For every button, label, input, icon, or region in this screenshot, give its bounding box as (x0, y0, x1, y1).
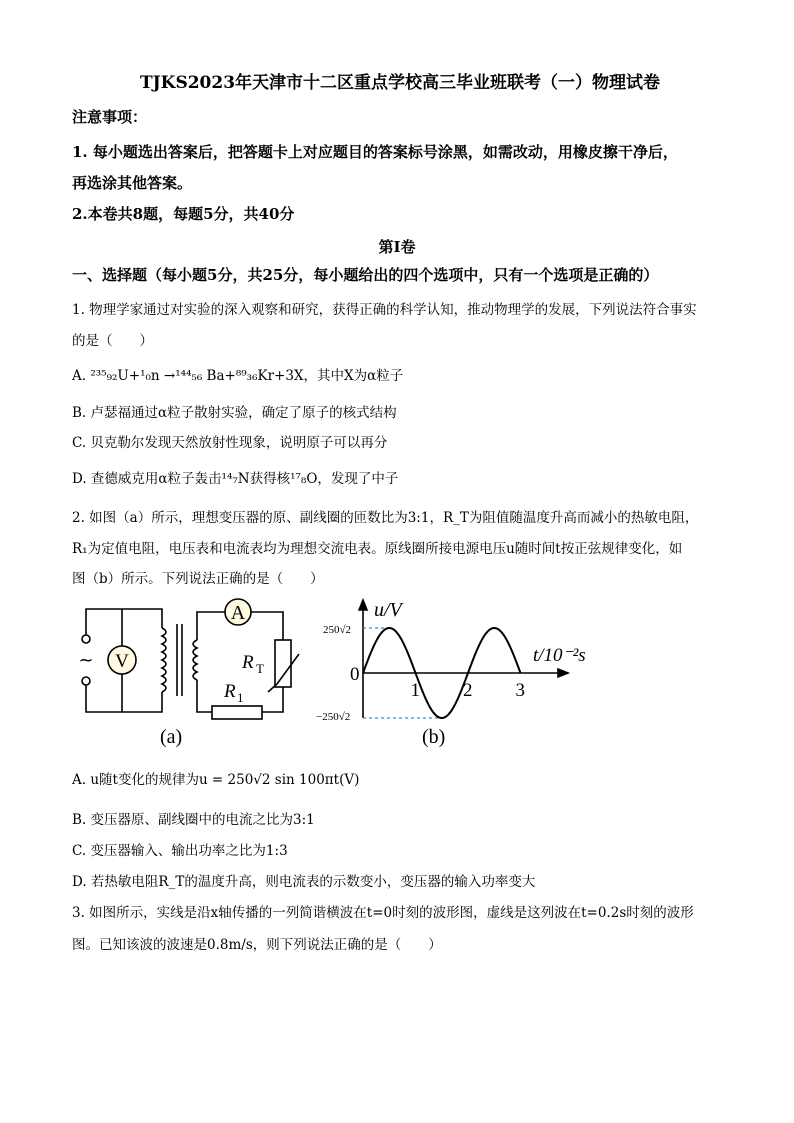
q2-stem-line-3: 图（b）所示。下列说法正确的是（ ） (72, 571, 324, 587)
voltmeter-label: V (115, 651, 129, 672)
q3-stem-line-1: 3. 如图所示，实线是沿x轴传播的一列简谐横波在t=0时刻的波形图，虚线是这列波在t=0.2s时刻的波形 (72, 905, 694, 921)
x-axis-label: t/10⁻²s (533, 645, 586, 666)
figure-b-caption: (b) (422, 726, 446, 748)
rt-subscript: T (256, 661, 264, 676)
section-title: 第I卷 (378, 238, 416, 256)
q3-stem-line-2: 图。已知该波的波速是0.8m/s，则下列说法正确的是（ ） (72, 937, 442, 953)
q2-option-a: A. u随t变化的规律为u = 250√2 sin 100πt(V) (72, 772, 360, 788)
y-axis-label: u/V (374, 599, 402, 621)
q1-stem-line-1: 1. 物理学家通过对实验的深入观察和研究，获得正确的科学认知，推动物理学的发展，下列说法符合事实 (72, 302, 697, 318)
y-axis-arrow (359, 600, 367, 610)
q2-stem-line-1: 2. 如图（a）所示，理想变压器的原、副线圈的匝数比为3:1，R_T为阻值随温度升高而减小的热敏电阻， (72, 510, 699, 526)
circuit-diagram (72, 596, 302, 756)
ammeter-label: A (230, 602, 246, 624)
q1-option-c: C. 贝克勒尔发现天然放射性现象，说明原子可以再分 (72, 435, 388, 451)
notice-item-2: 2.本卷共8题，每题5分，共40分 (72, 205, 295, 223)
x-tick-label-1: 1 (410, 680, 420, 701)
resistor-r1 (212, 706, 262, 719)
q1-option-d: D. 查德威克用α粒子轰击¹⁴₇N获得核¹⁷₈O，发现了中子 (72, 471, 399, 487)
voltage-time-chart (310, 596, 600, 726)
q2-option-d: D. 若热敏电阻R_T的温度升高，则电流表的示数变小，变压器的输入功率变大 (72, 874, 536, 890)
primary-coil (162, 628, 166, 692)
x-tick-label-3: 3 (515, 680, 525, 701)
terminal-bottom (82, 677, 90, 685)
x-axis-arrow (558, 669, 568, 677)
notice-heading: 注意事项： (72, 108, 148, 126)
q2-option-b: B. 变压器原、副线圈中的电流之比为3:1 (72, 812, 315, 828)
terminal-top (82, 635, 90, 643)
thermistor-rt (275, 640, 291, 687)
q2-stem-line-2: R₁为定值电阻，电压表和电流表均为理想交流电表。原线圈所接电源电压u随时间t按正弦规律变化，如 (72, 541, 683, 557)
figure-a-caption: (a) (160, 726, 183, 748)
part-heading: 一、选择题（每小题5分，共25分，每小题给出的四个选项中，只有一个选项是正确的） (72, 266, 659, 284)
r1-label: R (224, 681, 236, 702)
ac-source-symbol: ~ (78, 650, 94, 671)
notice-item-1-line-1: 1. 每小题选出答案后，把答题卡上对应题目的答案标号涂黑，如需改动，用橡皮擦干净后， (72, 143, 678, 161)
origin-label: 0 (350, 664, 360, 685)
x-tick-label-2: 2 (463, 680, 473, 701)
notice-item-1-line-2: 再选涂其他答案。 (72, 174, 193, 192)
secondary-coil (193, 640, 197, 680)
q1-option-b: B. 卢瑟福通过α粒子散射实验，确定了原子的核式结构 (72, 405, 397, 421)
q2-option-c: C. 变压器输入、输出功率之比为1:3 (72, 843, 288, 859)
rt-label: R (242, 652, 254, 673)
q1-option-a: A. ²³⁵₉₂U+¹₀n →¹⁴⁴₅₆ Ba+⁸⁹₃₆Kr+3X，其中X为α粒子 (72, 368, 404, 384)
r1-subscript: 1 (237, 690, 244, 705)
y-tick-top: 250√2 (323, 624, 352, 636)
page-title: TJKS2023年天津市十二区重点学校高三毕业班联考（一）物理试卷 (139, 73, 661, 93)
q1-stem-line-2: 的是（ ） (72, 333, 153, 349)
y-tick-bottom: −250√2 (316, 711, 351, 723)
